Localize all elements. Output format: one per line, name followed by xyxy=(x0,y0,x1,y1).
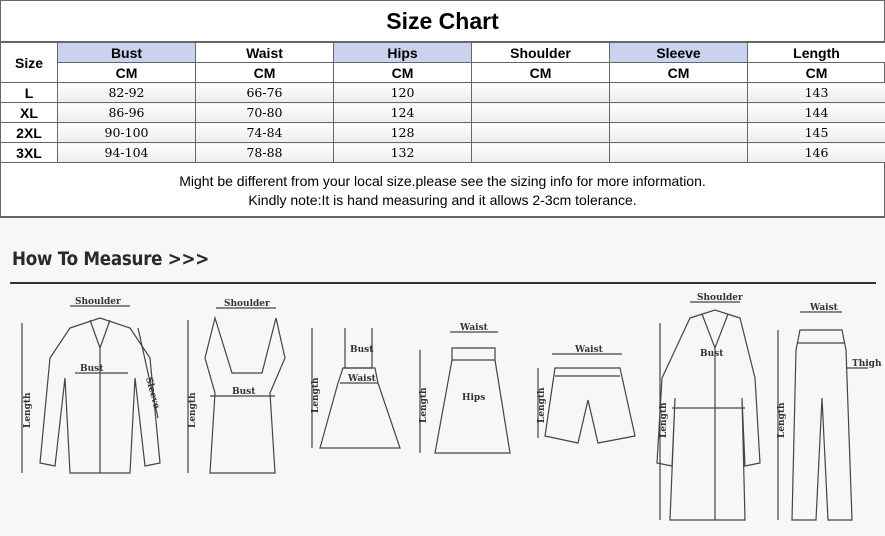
unit-cell: CM xyxy=(748,63,885,83)
label-bust: Bust xyxy=(80,364,104,374)
column-header: Length xyxy=(748,43,885,63)
label-bust: Bust xyxy=(350,345,374,355)
value-cell: 94-104 xyxy=(58,143,196,163)
notes-box xyxy=(0,164,885,217)
label-shoulder: Shoulder xyxy=(224,299,270,309)
table-row xyxy=(1,103,885,123)
size-cell: XL xyxy=(1,103,58,123)
value-cell xyxy=(610,103,748,123)
table-row xyxy=(1,123,885,143)
how-to-measure-heading: How To Measure >>> xyxy=(12,248,210,270)
unit-cell: CM xyxy=(610,63,748,83)
unit-cell: CM xyxy=(58,63,196,83)
value-cell: 143 xyxy=(748,83,885,103)
value-cell xyxy=(610,83,748,103)
note-line: Might be different from your local size.please see the sizing info for more information. xyxy=(179,173,706,189)
unit-row xyxy=(1,63,885,83)
value-cell xyxy=(472,103,610,123)
value-cell: 66-76 xyxy=(196,83,334,103)
value-cell: 132 xyxy=(334,143,472,163)
note-line: Kindly note:It is hand measuring and it allows 2-3cm tolerance. xyxy=(248,192,637,208)
label-length: Length xyxy=(659,402,669,438)
column-header: Hips xyxy=(334,43,472,63)
value-cell: 144 xyxy=(748,103,885,123)
value-cell: 86-96 xyxy=(58,103,196,123)
label-length: Length xyxy=(777,402,787,438)
label-length: Length xyxy=(419,387,429,423)
value-cell: 145 xyxy=(748,123,885,143)
how-to-measure-section xyxy=(0,217,885,536)
label-waist: Waist xyxy=(348,374,376,384)
column-header: Sleeve xyxy=(610,43,748,63)
page-title: Size Chart xyxy=(386,8,499,34)
label-length: Length xyxy=(23,392,33,428)
value-cell: 70-80 xyxy=(196,103,334,123)
garment-illustrations xyxy=(0,288,885,536)
label-waist: Waist xyxy=(460,323,488,333)
shorts-illustration xyxy=(538,354,635,443)
unit-cell: CM xyxy=(472,63,610,83)
value-cell: 74-84 xyxy=(196,123,334,143)
label-thigh: Thigh xyxy=(852,359,882,369)
table-row xyxy=(1,83,885,103)
value-cell: 120 xyxy=(334,83,472,103)
label-bust: Bust xyxy=(700,349,724,359)
label-bust: Bust xyxy=(232,387,256,397)
label-shoulder: Shoulder xyxy=(75,297,121,307)
label-length: Length xyxy=(311,377,321,413)
label-length: Length xyxy=(537,387,547,423)
label-hips: Hips xyxy=(462,393,486,403)
trousers-illustration xyxy=(778,312,868,520)
size-cell: 3XL xyxy=(1,143,58,163)
size-cell: 2XL xyxy=(1,123,58,143)
value-cell: 128 xyxy=(334,123,472,143)
unit-cell: CM xyxy=(196,63,334,83)
value-cell: 124 xyxy=(334,103,472,123)
label-waist: Waist xyxy=(810,303,838,313)
unit-cell: CM xyxy=(334,63,472,83)
label-waist: Waist xyxy=(575,345,603,355)
coat-illustration xyxy=(657,302,760,520)
label-sleeve: Sleeve xyxy=(143,376,162,411)
value-cell xyxy=(472,83,610,103)
title-row xyxy=(0,0,885,42)
value-cell xyxy=(472,123,610,143)
column-header: Shoulder xyxy=(472,43,610,63)
label-shoulder: Shoulder xyxy=(697,293,743,303)
value-cell xyxy=(610,123,748,143)
size-header: Size xyxy=(1,43,58,83)
column-header: Waist xyxy=(196,43,334,63)
value-cell: 146 xyxy=(748,143,885,163)
table-row xyxy=(1,143,885,163)
value-cell: 82-92 xyxy=(58,83,196,103)
header-row xyxy=(1,43,885,63)
label-length: Length xyxy=(188,392,198,428)
blouse-illustration xyxy=(22,306,160,473)
size-table xyxy=(0,42,885,163)
value-cell xyxy=(472,143,610,163)
heading-divider xyxy=(10,282,876,284)
value-cell xyxy=(610,143,748,163)
column-header: Bust xyxy=(58,43,196,63)
value-cell: 78-88 xyxy=(196,143,334,163)
value-cell: 90-100 xyxy=(58,123,196,143)
size-cell: L xyxy=(1,83,58,103)
